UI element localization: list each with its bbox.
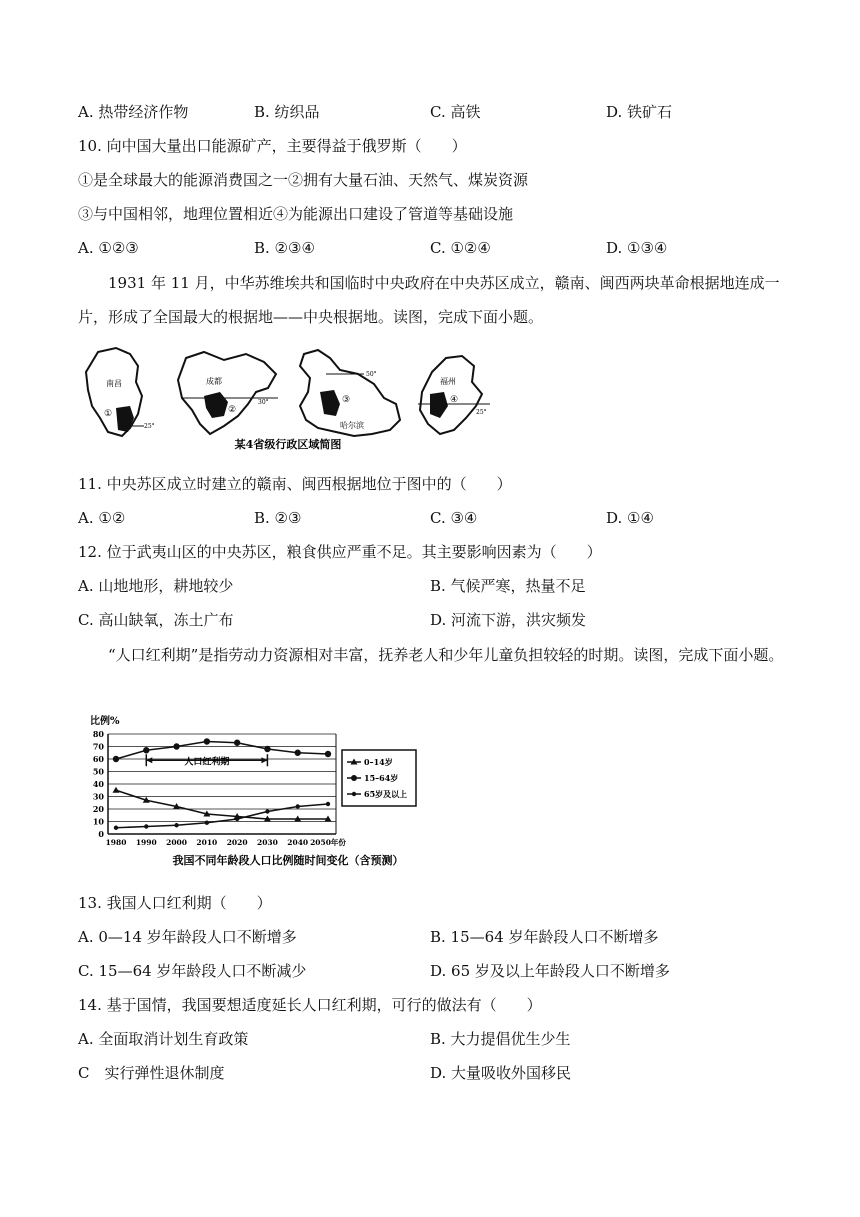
series-2-point [173,743,179,749]
q13-stem: 13. 我国人口红利期（ ） [78,894,272,912]
y-tick-label: 20 [92,804,104,814]
passage-demographic-dividend-text: “人口红利期”是指劳动力资源相对丰富，抚养老人和少年儿童负担较轻的时期。读图，完成下面小题。 [108,646,784,664]
annotation-label: 人口红利期 [184,757,230,768]
legend-label: 0–14岁 [364,757,393,767]
q9-option-c: C. 高铁 [430,103,481,121]
x-tick-label: 2010 [196,838,218,847]
series-line-1 [116,790,328,819]
passage-demographic-dividend [78,638,798,672]
series-2-point [113,756,119,762]
q13-option-b: B. 15—64 岁年龄段人口不断增多 [430,928,659,946]
q9-option-a: A. 热带经济作物 [78,103,189,121]
legend-label: 65岁及以上 [364,789,408,799]
series-2-point [204,738,210,744]
q10-statement-1: ①是全球最大的能源消费国之一②拥有大量石油、天然气、煤炭资源 [78,171,529,189]
legend-marker [351,775,357,781]
population-chart-svg [78,712,498,872]
chart-legend [342,750,416,806]
q10-option-b: B. ②③④ [254,239,315,257]
chart-annotation-layer [146,754,267,767]
q10-stem: 10. 向中国大量出口能源矿产，主要得益于俄罗斯（ ） [78,137,467,155]
series-1-point [113,787,120,793]
q11-stem: 11. 中央苏区成立时建立的赣南、闽西根据地位于图中的（ ） [78,475,512,493]
series-2-point [264,746,270,752]
map-1-marker: ① [104,409,113,419]
population-chart [78,712,498,872]
map-2 [178,352,278,434]
x-tick-label: 2050年份 [310,838,346,847]
y-tick-label: 10 [92,816,104,827]
map-2-marker: ② [228,405,237,415]
x-tick-label: 2020 [226,838,248,847]
x-tick-label: 1980 [105,838,127,847]
y-tick-label: 40 [92,779,104,789]
y-tick-label: 50 [92,766,104,777]
q9-option-b: B. 纺织品 [254,103,320,121]
map-1 [86,348,155,436]
q14-option-b: B. 大力提倡优生少生 [430,1030,571,1048]
annotation-arrowhead-right [261,757,267,763]
q11-option-a: A. ①② [78,509,126,527]
q12-option-b: B. 气候严寒，热量不足 [430,577,586,595]
map-2-lat: 30° [258,399,269,406]
q10-statement-2: ③与中国相邻，地理位置相近④为能源出口建设了管道等基础设施 [78,205,514,223]
series-3-point [144,824,148,828]
q10-option-a: A. ①②③ [78,239,139,257]
series-2-point [234,740,240,746]
series-3-point [265,809,269,813]
series-2-point [143,747,149,753]
x-tick-label: 2040 [287,838,309,847]
x-tick-label: 2000 [166,838,188,847]
series-2-point [295,750,301,756]
series-3-point [326,802,330,806]
q10-option-c: C. ①②④ [430,239,491,257]
map-1-city: 南昌 [106,379,122,388]
legend-marker [352,792,356,796]
q14-option-d: D. 大量吸收外国移民 [430,1064,572,1082]
q13-option-d: D. 65 岁及以上年龄段人口不断增多 [430,962,670,980]
series-2-point [325,751,331,757]
q12-option-a: A. 山地地形，耕地较少 [78,577,234,595]
series-3-point [205,821,209,825]
map-3-marker: ③ [342,395,351,405]
map-4 [418,356,490,434]
map-4-lat: 25° [476,409,487,416]
q11-option-c: C. ③④ [430,509,478,527]
map-2-city: 成都 [206,377,222,386]
q14-option-c: C 实行弹性退休制度 [78,1064,225,1082]
q9-option-d: D. 铁矿石 [606,103,673,121]
q11-option-b: B. ②③ [254,509,302,527]
y-tick-label: 70 [92,741,104,752]
y-tick-label: 60 [92,754,104,764]
q13-option-a: A. 0—14 岁年龄段人口不断增多 [78,928,297,946]
annotation-arrowhead-left [146,757,152,763]
q12-stem: 12. 位于武夷山区的中央苏区，粮食供应严重不足。其主要影响因素为（ ） [78,543,602,561]
chart-title: 我国不同年龄段人口比例随时间变化（含预测） [172,854,404,867]
map-figure-caption: 某4省级行政区域简图 [234,438,342,451]
q14-stem: 14. 基于国情，我国要想适度延长人口红利期，可行的做法有（ ） [78,996,542,1014]
y-tick-label: 30 [92,791,104,802]
map-figure-svg [78,344,498,456]
map-4-marker: ④ [450,395,459,405]
x-tick-label: 1990 [135,838,157,847]
passage-central-soviet [78,266,798,334]
x-tick-label: 2030 [256,838,278,847]
y-tick-label: 0 [98,829,104,839]
q13-option-c: C. 15—64 岁年龄段人口不断减少 [78,962,307,980]
legend-label: 15–64岁 [364,773,399,783]
map-1-lat: 25° [144,423,155,430]
series-3-point [296,804,300,808]
map-3-city: 哈尔滨 [340,421,364,430]
series-3-point [174,823,178,827]
map-3-lat: 50° [366,371,377,378]
q11-option-d: D. ①④ [606,509,654,527]
map-4-city: 福州 [440,377,456,386]
q10-option-d: D. ①③④ [606,239,668,257]
series-3-point [235,817,239,821]
map-figure [78,344,498,456]
q12-option-c: C. 高山缺氧，冻土广布 [78,611,234,629]
series-3-point [114,826,118,830]
chart-ylabel: 比例% [90,716,120,727]
q14-option-a: A. 全面取消计划生育政策 [78,1030,249,1048]
map-3 [300,350,400,436]
y-tick-label: 80 [92,729,104,739]
passage-central-soviet-text: 1931 年 11 月，中华苏维埃共和国临时中央政府在中央苏区成立，赣南、闽西两块革命根据地连成一片，形成了全国最大的根据地——中央根据地。读图，完成下面小题。 [78,274,780,326]
q12-option-d: D. 河流下游，洪灾频发 [430,611,587,629]
